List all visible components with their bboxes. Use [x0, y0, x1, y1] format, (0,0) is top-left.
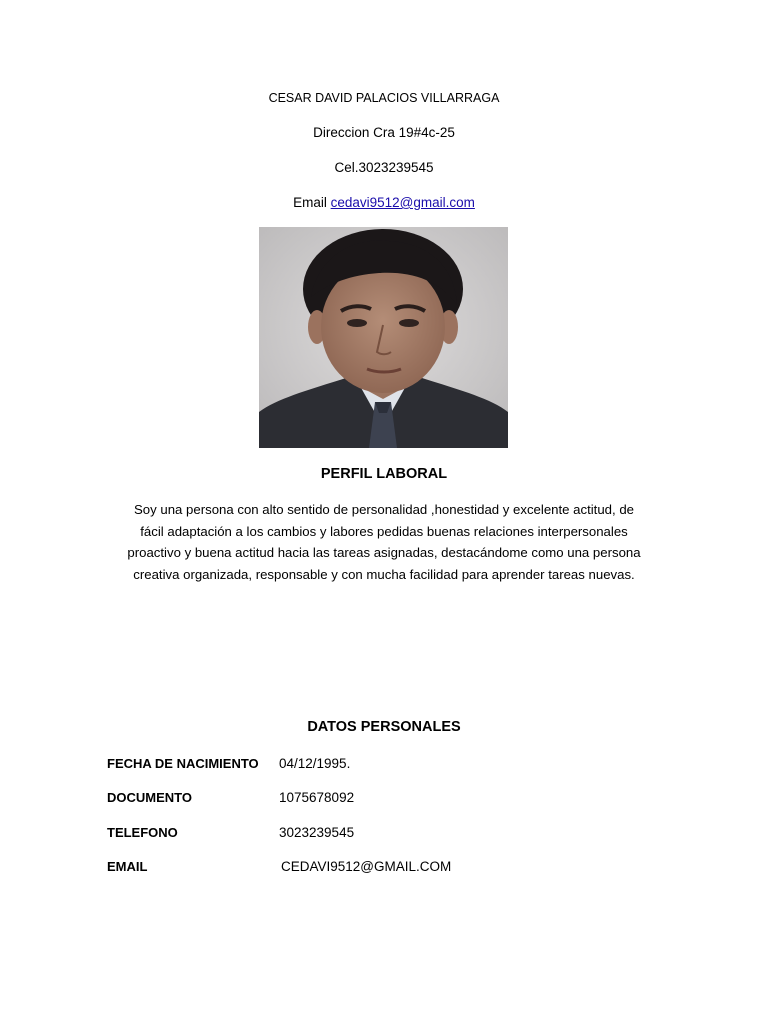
datos-label: FECHA DE NACIMIENTO	[107, 756, 259, 771]
datos-value: 04/12/1995.	[279, 756, 351, 771]
datos-value: 3023239545	[279, 825, 355, 840]
profile-photo	[259, 227, 508, 448]
perfil-line: creativa organizada, responsable y con mucha facilidad para aprender tareas nuevas.	[133, 567, 635, 583]
email-label: Email	[293, 195, 327, 210]
perfil-paragraph	[108, 499, 660, 586]
datos-value: 1075678092	[279, 790, 355, 805]
datos-label: DOCUMENTO	[107, 790, 192, 805]
datos-title: DATOS PERSONALES	[307, 719, 461, 735]
perfil-title: PERFIL LABORAL	[320, 466, 448, 482]
perfil-line: proactivo y buena actitud hacia las tareas asignadas, destacándome como una persona	[127, 545, 641, 561]
email-line	[0, 195, 768, 210]
email-link[interactable]: cedavi9512@gmail.com	[330, 195, 475, 210]
phone-line: Cel.3023239545	[334, 160, 434, 175]
perfil-line: fácil adaptación a los cambios y labores pedidas buenas relaciones interpersonales	[140, 523, 628, 539]
datos-label: EMAIL	[107, 859, 148, 874]
perfil-line: Soy una persona con alto sentido de personalidad ,honestidad y excelente actitud, de	[133, 502, 634, 517]
datos-value: CEDAVI9512@GMAIL.COM	[281, 859, 452, 874]
full-name: CESAR DAVID PALACIOS VILLARRAGA	[268, 91, 500, 105]
address-line: Direccion Cra 19#4c-25	[313, 125, 455, 140]
datos-label: TELEFONO	[107, 825, 178, 840]
